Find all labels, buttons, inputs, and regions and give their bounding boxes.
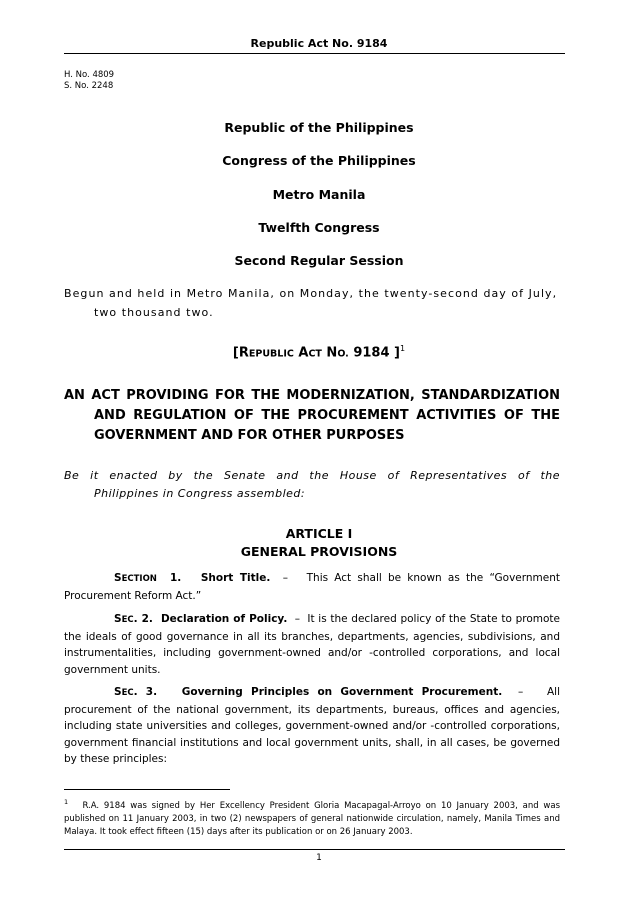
act-title [64,386,560,446]
section-3: SEC. 3. Governing Principles on Government Procurement. – All procurement of the national government, its departments, bureaus, offices and agencies, including state universities and colleges, government-owned and/or -controlled corporations, government financial institutions and local government units, shall, in all cases, be governed by these principles: [64,686,560,765]
section-2-text: It is the declared policy of the State to promote the ideals of good governance in all its branches, departments, agencies, subdivisions, and instrumentalities, including government-owned and/or -controlled corporations, and local government units. [64,613,560,676]
section-1-label: SECTION 1. Short Title. [114,572,271,584]
begun-paragraph [64,284,559,322]
header-rule [64,53,565,54]
footnote-text: R.A. 9184 was signed by Her Excellency President Gloria Macapagal-Arroyo on 10 January 2003, and was published on 11 January 2003, in two (2) newspapers of general nationwide circulation, namely, Manila Times and Malaya. It took effect fifteen (15) days after its publication or on 26 January 2003. [64,800,560,837]
heading-congress-number: Twelfth Congress [258,220,380,235]
footer-rule [64,849,565,850]
footnote-separator [64,789,230,790]
heading-republic: Republic of the Philippines [224,120,414,135]
footnote-number: 1 [64,798,69,806]
begun-line-2: two thousand two. [94,306,214,319]
house-bill-number: H. No. 4809 [64,70,115,80]
page-number: 1 [316,853,322,863]
act-title-line-2: AND REGULATION OF THE PROCUREMENT ACTIVITIES OF THE [94,408,560,423]
section-2-label: SEC. 2. Declaration of Policy. [114,613,288,625]
begun-line-1: Begun and held in Metro Manila, on Monday, the twenty-second day of July, [64,287,558,300]
enacting-line-1: Be it enacted by the Senate and the House of Representatives of the [64,469,560,482]
enacting-line-2: Philippines in Congress assembled: [94,487,306,500]
footnote-marker[interactable]: 1 [400,344,406,353]
heading-session: Second Regular Session [234,253,404,268]
act-title-line-1: AN ACT PROVIDING FOR THE MODERNIZATION, STANDARDIZATION [64,388,560,403]
senate-bill-number: S. No. 2248 [64,81,114,91]
section-3-text: All procurement of the national government, its departments, bureaus, offices and agencies, including state universities and colleges, government-owned and/or -controlled corporations, government financial institutions and local government units, shall, in all cases, be governed by these principles: [64,686,560,765]
republic-act-title: [REPUBLIC ACT NO. 9184 ]$^1$ [232,344,406,361]
heading-congress: Congress of the Philippines [222,153,416,168]
bill-numbers [64,70,114,92]
article-title: GENERAL PROVISIONS [240,544,398,559]
running-header: Republic Act No. 9184 [250,37,388,50]
section-1-text: This Act shall be known as the “Government Procurement Reform Act.” [64,572,561,602]
footnote [64,796,560,839]
enacting-clause [64,467,560,503]
section-3-label: SEC. 3. Governing Principles on Government Procurement. [114,686,503,698]
section-2: SEC. 2. Declaration of Policy. – It is the declared policy of the State to promote the ideals of good governance in all its branches, departments, agencies, subdivisions, and instrumentalities, including government-owned and/or -controlled corporations, and local government units. [64,613,560,676]
act-title-line-3: GOVERNMENT AND FOR OTHER PURPOSES [94,428,405,443]
article-number: ARTICLE I [285,526,353,541]
section-1: SECTION 1. Short Title. – This Act shall be known as the “Government Procurement Reform Act.” [64,572,561,602]
article-heading [0,525,638,561]
heading-location: Metro Manila [272,187,366,202]
